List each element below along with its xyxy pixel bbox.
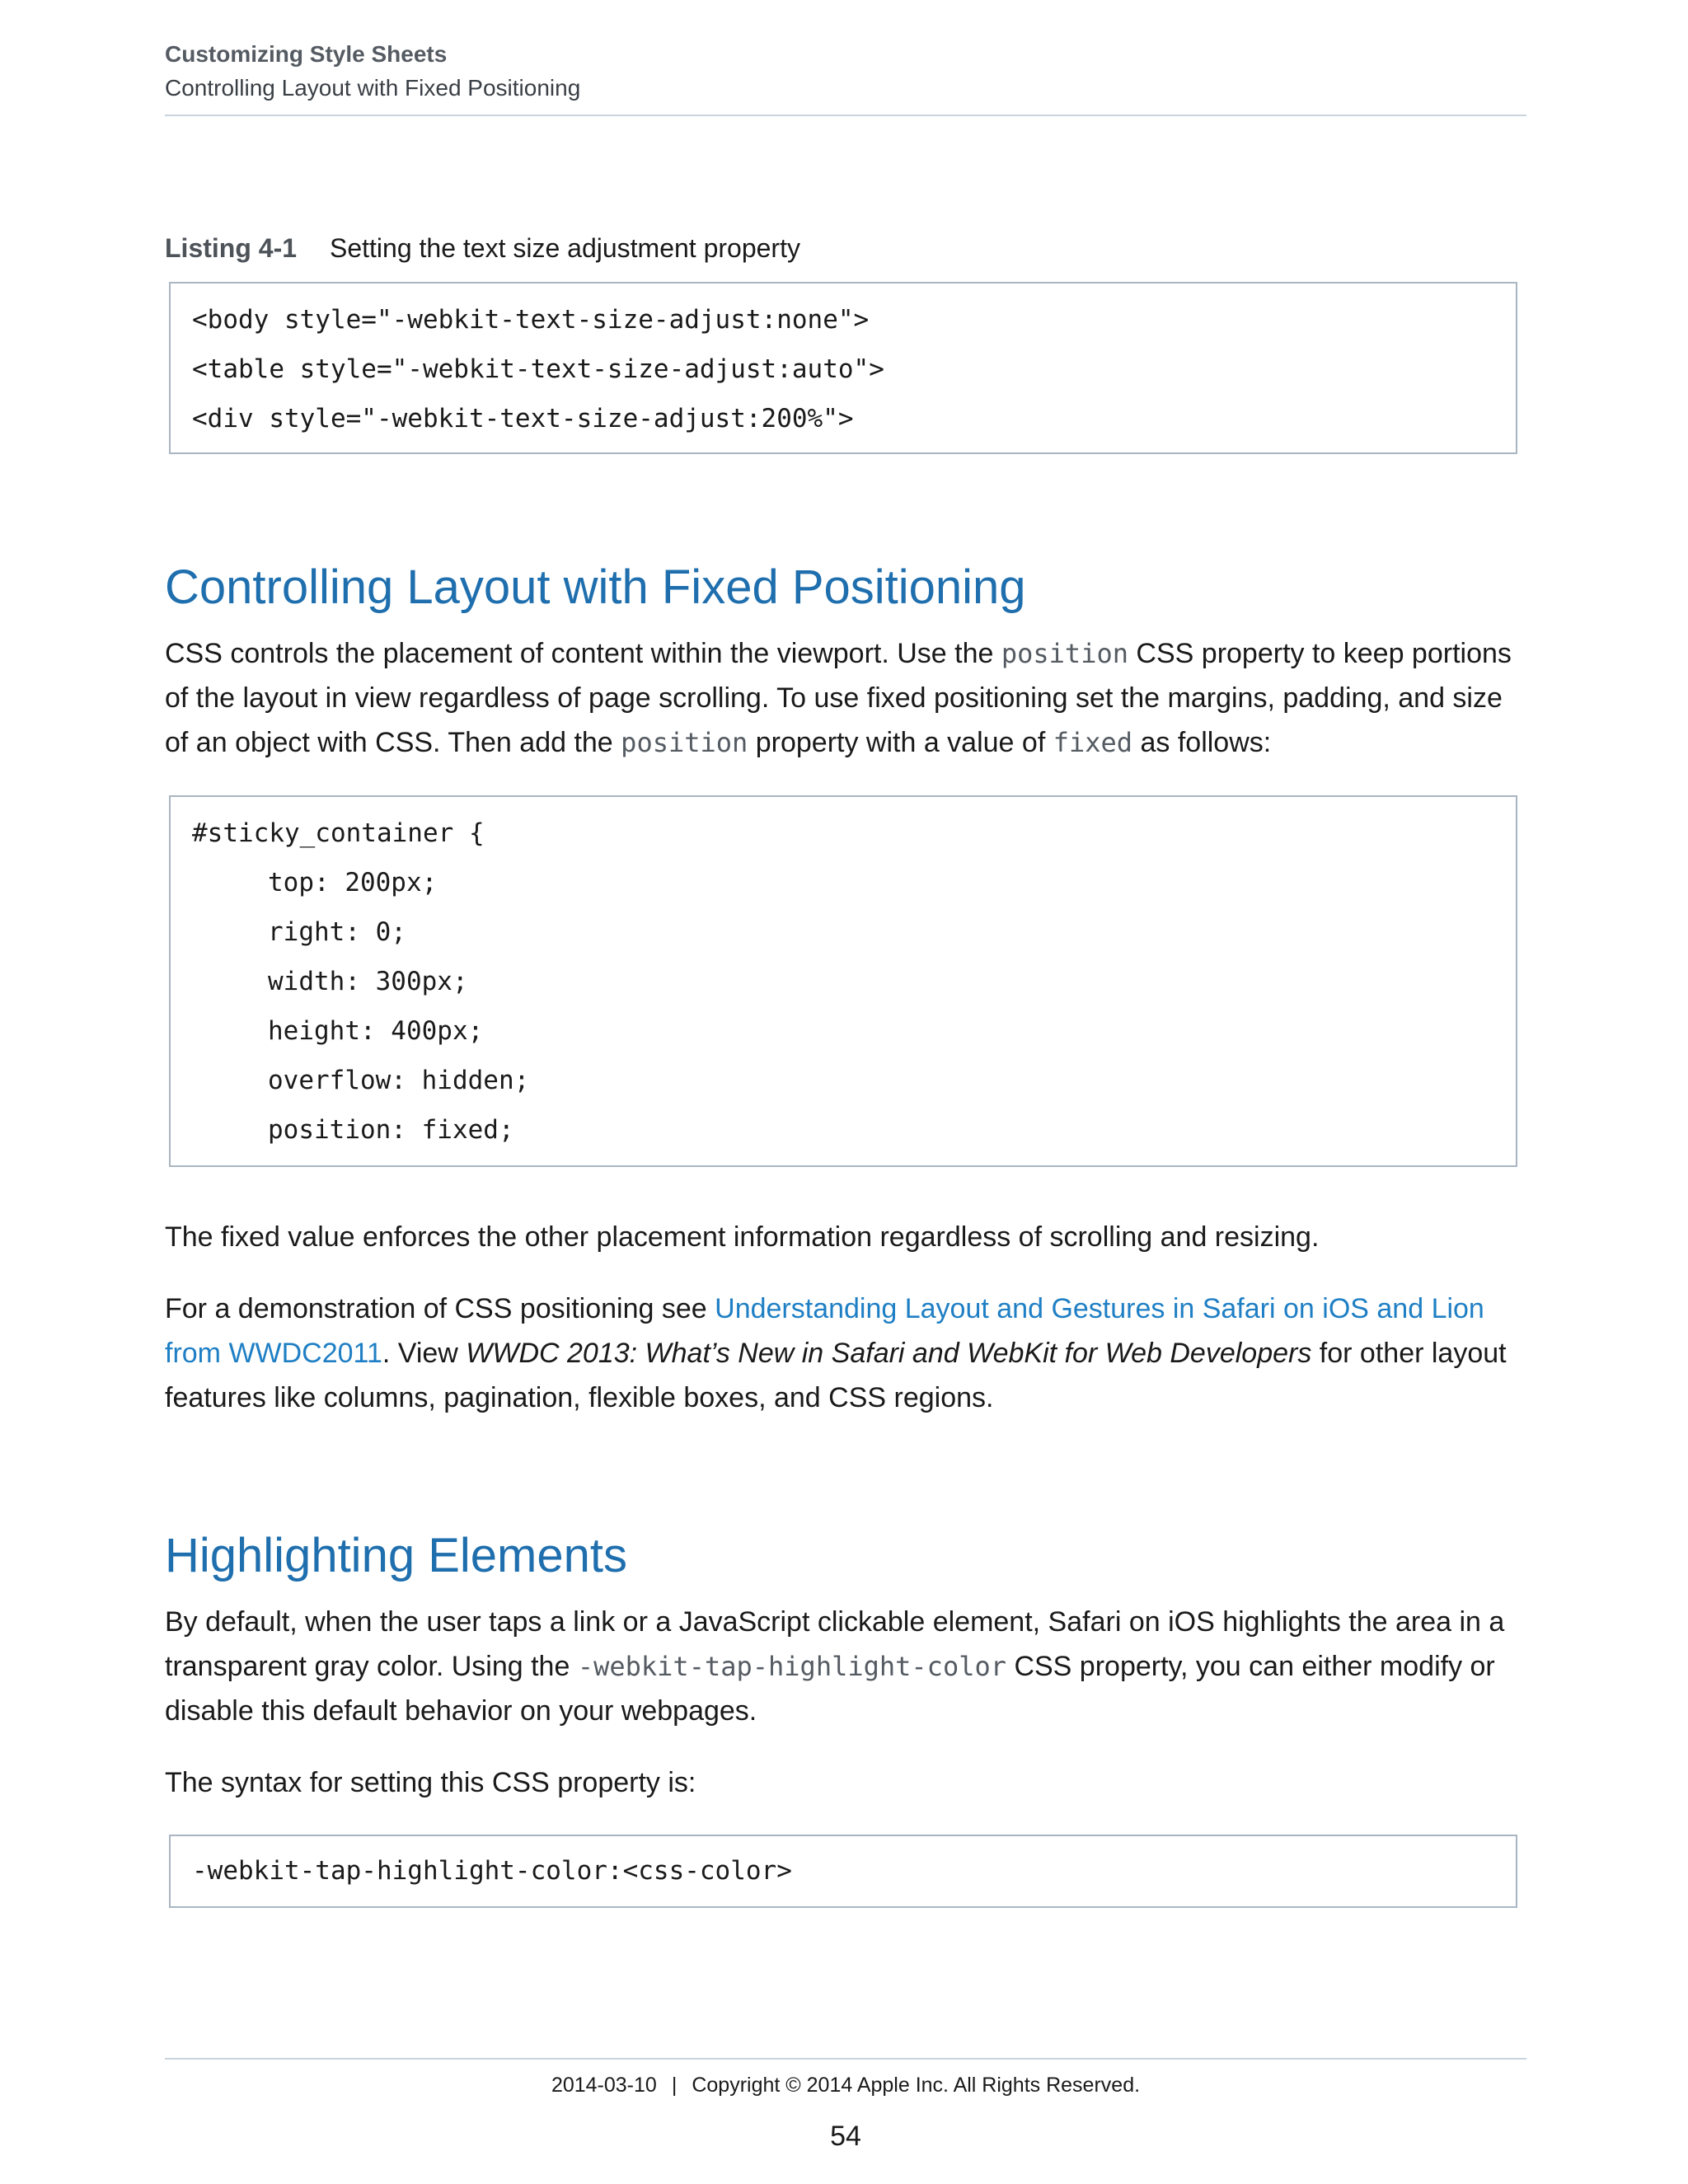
inline-code: position: [621, 727, 748, 758]
text-run: for other layout features like columns, pagination, flexible boxes, and CSS regions.: [165, 1338, 1507, 1413]
listing-label: Listing 4-1: [165, 233, 298, 263]
code-line: <table style="-webkit-text-size-adjust:auto">: [192, 354, 884, 384]
document-page: [165, 0, 1526, 2184]
wwdc2013-title: WWDC 2013: What’s New in Safari and WebKit for Web Developers: [466, 1338, 1312, 1369]
code-line: <div style="-webkit-text-size-adjust:200%">: [192, 404, 854, 434]
header-divider: [165, 115, 1526, 116]
wwdc2011-link[interactable]: Understanding Layout and Gestures in Safari on iOS and Lion from WWDC2011: [165, 1293, 1484, 1369]
inline-code: fixed: [1053, 727, 1133, 758]
text-run: By default, when the user taps a link or a JavaScript clickable element, Safari on iOS highlights the area in a transparent gray color. Using the: [165, 1606, 1505, 1682]
inline-code: -webkit-tap-highlight-color: [577, 1651, 1006, 1682]
listing-caption-text: Setting the text size adjustment property: [330, 233, 800, 263]
text-run: . View: [382, 1338, 467, 1369]
text-run: property with a value of: [748, 727, 1053, 758]
paragraph-highlight-intro: [165, 1600, 1526, 1733]
heading-highlighting-elements: Highlighting Elements: [165, 1529, 627, 1582]
code-line: #sticky_container {: [192, 818, 485, 848]
listing-caption: [165, 232, 800, 265]
paragraph-demo: [165, 1286, 1526, 1420]
heading-fixed-positioning: Controlling Layout with Fixed Positioning: [165, 560, 1026, 614]
code-block-sticky-container: [169, 795, 1517, 1167]
chapter-title: Customizing Style Sheets: [165, 41, 448, 67]
code-line: overflow: hidden;: [268, 1066, 530, 1095]
paragraph-fixed-value: The fixed value enforces the other placement information regardless of scrolling and resizing.: [165, 1221, 1320, 1253]
code-line: right: 0;: [268, 917, 406, 947]
text-run: as follows:: [1132, 727, 1272, 758]
text-run: CSS controls the placement of content within the viewport. Use the: [165, 638, 1001, 669]
code-line: <body style="-webkit-text-size-adjust:none">: [192, 305, 870, 335]
text-run: CSS property to keep portions of the layout in view regardless of page scrolling. To use fixed positioning set the margins, padding, and size of an object with CSS. Then add the: [165, 638, 1512, 758]
footer-copyright: Copyright © 2014 Apple Inc. All Rights Reserved.: [692, 2074, 1141, 2097]
code-line: position: fixed;: [268, 1115, 514, 1145]
inline-code: position: [1001, 638, 1128, 669]
code-block-tap-highlight: [169, 1835, 1517, 1908]
text-run: For a demonstration of CSS positioning see: [165, 1293, 715, 1324]
code-line: height: 400px;: [268, 1016, 484, 1046]
paragraph-fixed-intro: [165, 631, 1526, 765]
code-line: -webkit-tap-highlight-color:<css-color>: [192, 1856, 792, 1886]
paragraph-syntax-intro: The syntax for setting this CSS property is:: [165, 1767, 696, 1798]
section-title: Controlling Layout with Fixed Positioning: [165, 75, 581, 101]
footer-date: 2014-03-10: [551, 2074, 657, 2097]
running-header: [165, 38, 1526, 105]
text-run: CSS property, you can either modify or disable this default behavior on your webpages.: [165, 1651, 1495, 1727]
footer-separator: |: [671, 2074, 678, 2097]
code-line: top: 200px;: [268, 868, 438, 898]
footer-divider: [165, 2058, 1526, 2060]
code-line: width: 300px;: [268, 967, 468, 996]
page-number: 54: [830, 2121, 861, 2152]
footer: [165, 2070, 1526, 2100]
code-listing-text-size-adjust: [169, 282, 1517, 454]
